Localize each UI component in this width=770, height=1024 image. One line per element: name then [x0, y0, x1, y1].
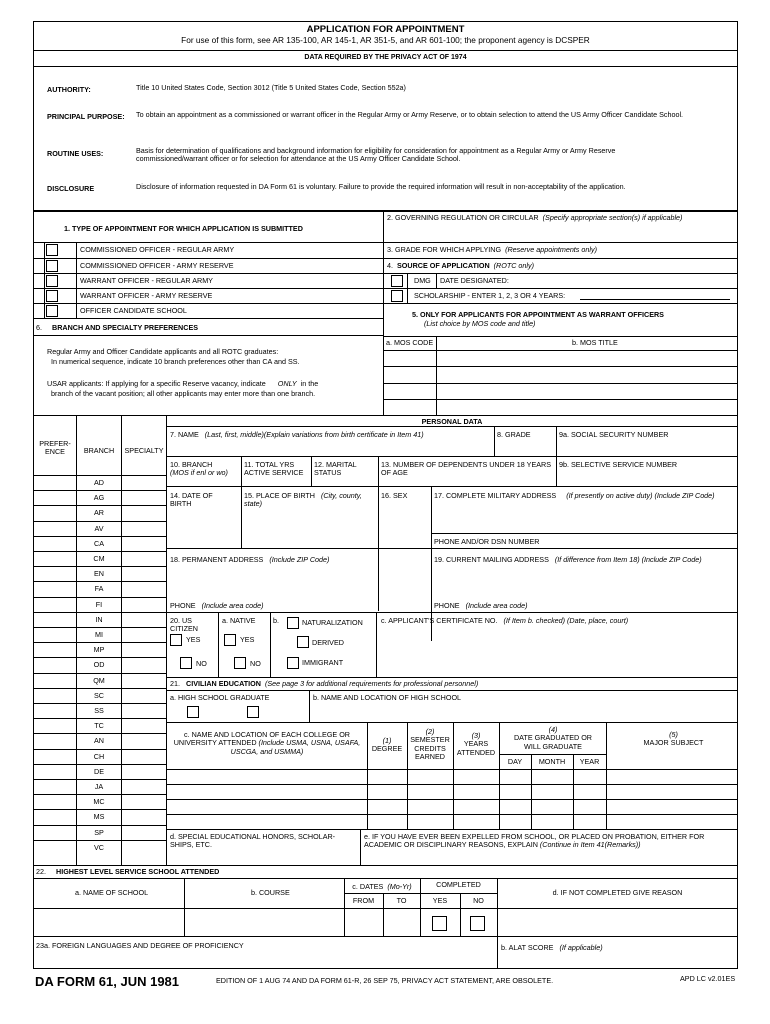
preference-cell[interactable] [34, 598, 75, 611]
certificate-label-text: c. APPLICANT'S CERTIFICATE NO. [381, 616, 498, 625]
college-header [172, 731, 362, 756]
years-num: (3) [471, 731, 481, 740]
years-text: YEARS ATTENDED [456, 739, 496, 757]
divider [166, 814, 738, 815]
preference-cell[interactable] [34, 704, 75, 717]
section2-label [387, 214, 682, 222]
service-school-num: 22. [36, 867, 46, 876]
graduated-num: (4) [548, 725, 558, 734]
divider [383, 303, 738, 304]
expelled-hint: (Continue in Item 41(Remarks)) [539, 840, 641, 850]
specialty-cell[interactable] [122, 795, 165, 808]
divider [166, 548, 738, 549]
specialty-header: SPECIALTY [124, 446, 164, 455]
military-address-hint: (If presently on active duty) (Include ZIP Code) [566, 491, 715, 500]
graduated-text: DATE GRADUATED OR WILL GRADUATE [513, 733, 592, 751]
section2-hint: (Specify appropriate section(s) if applicable) [542, 213, 683, 222]
divider [431, 533, 738, 534]
branch-code: CM [93, 554, 105, 563]
alat-hint: (If applicable) [559, 943, 603, 952]
total-years-label: 11. TOTAL YRS ACTIVE SERVICE [244, 460, 304, 478]
privacy-title: DATA REQUIRED BY THE PRIVACY ACT OF 1974 [304, 54, 467, 61]
specialty-cell[interactable] [122, 826, 165, 839]
section3-hint: (Reserve appointments only) [505, 245, 597, 254]
branch-code: SS [94, 706, 104, 715]
section6-instructions-4: branch of the vacant position; all other applicants may enter more than one branch. [51, 389, 316, 398]
branch-code: MI [95, 630, 103, 639]
section6-instructions-3 [47, 380, 318, 388]
branch-code: CH [93, 752, 105, 761]
derived-label: DERIVED [312, 638, 344, 647]
mos-title-header: b. MOS TITLE [572, 338, 618, 347]
certificate-label [381, 617, 628, 625]
permanent-address-text: 18. PERMANENT ADDRESS [170, 555, 264, 564]
yes-header: YES [432, 896, 448, 905]
course-header: b. COURSE [251, 888, 290, 897]
dmg-label: DMG [414, 276, 431, 285]
marital-label: 12. MARITAL STATUS [314, 460, 357, 478]
disclosure-text: Disclosure of information requested in DA Form 61 is voluntary. Failure to provide the required information will result in non-acceptability of the application. [136, 182, 626, 191]
divider [33, 50, 738, 51]
divider [166, 799, 738, 800]
divider [76, 242, 77, 318]
sex-label: 16. SEX [381, 491, 408, 500]
divider [383, 399, 738, 400]
specialty-cell[interactable] [122, 810, 165, 823]
college-hint: (Include USMA, USNA, USAFA, USCGA, and USMMA) [230, 738, 361, 756]
specialty-cell[interactable] [122, 704, 165, 717]
section6-instructions-1: Regular Army and Officer Candidate applicants and all ROTC graduates: [47, 347, 279, 356]
routine-label: ROUTINE USES: [47, 149, 104, 158]
dates-text: c. DATES [352, 882, 384, 891]
branch-hint: (MOS if enl or wo) [170, 468, 228, 478]
hs-no-checkbox[interactable] [247, 706, 259, 718]
honors-label: d. SPECIAL EDUCATIONAL HONORS, SCHOLAR-SHIPS, ETC. [170, 832, 336, 850]
specialty-cell[interactable] [122, 734, 165, 747]
divider [166, 486, 738, 487]
branch-code: OD [93, 660, 105, 669]
specialty-cell[interactable] [122, 567, 165, 580]
ssn-label: 9a. SOCIAL SECURITY NUMBER [559, 430, 669, 439]
specialty-cell[interactable] [122, 582, 165, 595]
immigrant-checkbox[interactable] [287, 657, 299, 669]
dates-header [344, 883, 420, 891]
completed-header: COMPLETED [436, 880, 481, 889]
permanent-address-hint: (Include ZIP Code) [269, 555, 330, 564]
divider [33, 936, 738, 937]
branch-code: FA [94, 584, 104, 593]
mailing-phone-hint: (Include area code) [465, 601, 528, 610]
divider [383, 366, 738, 367]
alat-label [501, 944, 603, 952]
divider [33, 242, 383, 243]
branch-code: AD [94, 478, 104, 487]
divider [497, 878, 498, 936]
native-no-checkbox[interactable] [234, 657, 246, 669]
appointment-option: COMMISSIONED OFFICER - ARMY RESERVE [80, 261, 234, 270]
divider [166, 677, 738, 678]
specialty-cell[interactable] [122, 643, 165, 656]
preference-cell[interactable] [34, 765, 75, 778]
form-number: DA FORM 61, JUN 1981 [35, 974, 180, 989]
permanent-phone-text: PHONE [170, 601, 196, 610]
branch-header: BRANCH [83, 446, 115, 455]
divider [241, 456, 242, 486]
divider [166, 456, 738, 457]
major-num: (5) [669, 730, 678, 739]
section6-inthe: in the [300, 379, 319, 388]
dob-label: 14. DATE OF BIRTH [170, 491, 213, 509]
name-label-text: 7. NAME [170, 430, 199, 439]
month-header: MONTH [538, 757, 566, 766]
section6-only: ONLY [277, 379, 297, 388]
warrant-regular-checkbox[interactable] [46, 275, 58, 287]
section6-num: 6. [36, 323, 42, 332]
from-header: FROM [352, 896, 375, 905]
branch-code: CA [94, 539, 104, 548]
section4-hint: (ROTC only) [493, 261, 534, 270]
preference-cell[interactable] [34, 567, 75, 580]
section3-label [387, 246, 597, 254]
divider [376, 612, 377, 677]
divider [166, 829, 738, 830]
naturalization-checkbox[interactable] [287, 617, 299, 629]
divider [241, 486, 242, 548]
form-subtitle: For use of this form, see AR 135-100, AR 145-1, AR 351-5, and AR 601-100; the proponent agency is DCSPER [181, 35, 590, 45]
citizen-label: 20. US CITIZEN [170, 616, 198, 634]
preference-cell[interactable] [34, 491, 75, 504]
divider [33, 335, 383, 336]
appointment-option: WARRANT OFFICER - ARMY RESERVE [80, 291, 213, 300]
pob-label-text: 15. PLACE OF BIRTH [244, 491, 315, 500]
version-note: APD LC v2.01ES [680, 974, 736, 983]
branch-code: MP [93, 645, 105, 654]
divider [270, 612, 271, 677]
citizen-yes-checkbox[interactable] [170, 634, 182, 646]
personal-data-title: PERSONAL DATA [421, 417, 483, 426]
specialty-cell[interactable] [122, 674, 165, 687]
civilian-hint: (See page 3 for additional requirements for professional personnel) [264, 679, 479, 688]
citizen-no-label: NO [196, 659, 207, 668]
phone-dsn-label: PHONE AND/OR DSN NUMBER [434, 537, 540, 546]
authority-text: Title 10 United States Code, Section 3012 (Title 5 United States Code, Section 552a) [136, 83, 406, 92]
branch-code: EN [94, 569, 104, 578]
branch-label-text: 10. BRANCH [170, 460, 213, 469]
expelled-label [364, 833, 734, 850]
divider [166, 415, 167, 865]
divider [166, 612, 738, 613]
branch-code: SC [94, 691, 104, 700]
mailing-phone-label [434, 602, 528, 610]
specialty-cell[interactable] [122, 841, 165, 854]
hs-name-label: b. NAME AND LOCATION OF HIGH SCHOOL [313, 693, 462, 702]
specialty-cell[interactable] [122, 552, 165, 565]
mailing-address-label [434, 556, 702, 564]
branch-code: AV [94, 524, 104, 533]
scholarship-checkbox[interactable] [391, 290, 403, 302]
scholarship-label: SCHOLARSHIP - ENTER 1, 2, 3 OR 4 YEARS: [414, 291, 566, 300]
branch-code: TC [94, 721, 104, 730]
purpose-text: To obtain an appointment as a commissioned or warrant officer in the Regular Army or Army Reserve, or to obtain selection to attend the US Army Officer Candidate School. [136, 110, 684, 119]
dmg-checkbox[interactable] [391, 275, 403, 287]
divider [378, 456, 379, 611]
years-header [453, 732, 499, 757]
edition-note: EDITION OF 1 AUG 74 AND DA FORM 61-R, 26 SEP 75, PRIVACY ACT STATEMENT, ARE OBSOLETE. [216, 976, 554, 985]
service-school-label [36, 868, 219, 876]
citizen-yes-label: YES [186, 635, 201, 644]
section-divider [33, 210, 738, 212]
section6-usar: USAR applicants: If applying for a specific Reserve vacancy, indicate [47, 379, 266, 388]
section4-num: 4. [387, 261, 393, 270]
preference-cell[interactable] [34, 841, 75, 854]
immigrant-label: IMMIGRANT [302, 658, 344, 667]
divider [407, 273, 408, 303]
section6-instructions-2: In numerical sequence, indicate 10 branch preferences other than CA and SS. [51, 357, 300, 366]
ocs-checkbox[interactable] [46, 305, 58, 317]
commissioned-regular-checkbox[interactable] [46, 244, 58, 256]
branch-code: IN [95, 615, 103, 624]
preference-cell[interactable] [34, 476, 75, 489]
military-address-label [434, 492, 715, 500]
section6-label [36, 324, 198, 332]
specialty-cell[interactable] [122, 750, 165, 763]
specialty-cell[interactable] [122, 491, 165, 504]
branch-code: AG [93, 493, 105, 502]
preference-cell[interactable] [34, 613, 75, 626]
branch-label [170, 461, 240, 478]
specialty-cell[interactable] [122, 628, 165, 641]
college-label-text: c. NAME AND LOCATION OF EACH COLLEGE OR UNIVERSITY ATTENDED [173, 730, 350, 748]
divider [436, 336, 437, 416]
preference-cell[interactable] [34, 674, 75, 687]
preference-cell[interactable] [34, 643, 75, 656]
name-label [170, 431, 424, 439]
degree-header [367, 737, 407, 754]
form-title: APPLICATION FOR APPOINTMENT [306, 24, 465, 35]
degree-num: (1) [382, 736, 392, 745]
b-label: b. [273, 616, 279, 625]
divider [344, 893, 497, 894]
permanent-phone-hint: (Include area code) [201, 601, 264, 610]
mailing-phone-text: PHONE [434, 601, 460, 610]
warrant-reserve-checkbox[interactable] [46, 290, 58, 302]
permanent-phone-label [170, 602, 264, 610]
date-designated-label: DATE DESIGNATED: [440, 276, 509, 285]
section5-label: 5. ONLY FOR APPLICANTS FOR APPOINTMENT AS WARRANT OFFICERS [412, 310, 664, 319]
selective-service-label: 9b. SELECTIVE SERVICE NUMBER [559, 460, 678, 469]
native-yes-label: YES [240, 635, 255, 644]
specialty-cell[interactable] [122, 719, 165, 732]
specialty-cell[interactable] [122, 689, 165, 702]
pob-label [244, 492, 379, 509]
authority-label: AUTHORITY: [47, 85, 91, 94]
no-header: NO [473, 896, 484, 905]
hs-yes-checkbox[interactable] [187, 706, 199, 718]
branch-code: AN [94, 736, 104, 745]
credits-header [407, 728, 453, 762]
divider [166, 690, 738, 691]
divider [33, 878, 738, 879]
commissioned-reserve-checkbox[interactable] [46, 260, 58, 272]
appointment-option: WARRANT OFFICER - REGULAR ARMY [80, 276, 213, 285]
preference-cell[interactable] [34, 826, 75, 839]
branch-code: VC [94, 843, 104, 852]
grade-label: 8. GRADE [497, 430, 531, 439]
specialty-cell[interactable] [122, 613, 165, 626]
divider [499, 754, 606, 755]
branch-code: FI [95, 600, 103, 609]
civilian-num: 21. [170, 679, 180, 688]
pob-hint: (City, county, state) [244, 491, 362, 509]
permanent-address-label [170, 556, 329, 564]
divider [383, 350, 738, 351]
native-label: a. NATIVE [222, 616, 256, 625]
preference-cell[interactable] [34, 506, 75, 519]
appointment-option: COMMISSIONED OFFICER - REGULAR ARMY [80, 245, 235, 254]
citizen-no-checkbox[interactable] [180, 657, 192, 669]
divider [184, 878, 185, 936]
alat-text: b. ALAT SCORE [501, 943, 554, 952]
divider [383, 242, 738, 243]
mos-code-header: a. MOS CODE [386, 338, 434, 347]
appointment-option: OFFICER CANDIDATE SCHOOL [80, 306, 187, 315]
preference-cell[interactable] [34, 734, 75, 747]
specialty-cell[interactable] [122, 506, 165, 519]
section4-label [387, 262, 534, 270]
major-header [626, 731, 721, 748]
divider [218, 612, 219, 677]
year-header: YEAR [579, 757, 600, 766]
preference-cell[interactable] [34, 552, 75, 565]
divider [33, 865, 738, 866]
preference-header: PREFER-ENCE [39, 439, 71, 457]
native-no-label: NO [250, 659, 261, 668]
divider [33, 303, 383, 304]
divider [309, 690, 310, 722]
section6-label-text: BRANCH AND SPECIALTY PREFERENCES [52, 323, 199, 332]
graduated-header [507, 726, 599, 751]
preference-cell[interactable] [34, 582, 75, 595]
certificate-hint: (If Item b. checked) (Date, place, court) [503, 616, 629, 625]
divider [33, 318, 383, 319]
school-name-header: a. NAME OF SCHOOL [75, 888, 149, 897]
credits-num: (2) [425, 727, 435, 736]
military-address-text: 17. COMPLETE MILITARY ADDRESS [434, 491, 557, 500]
branch-code: JA [94, 782, 104, 791]
specialty-cell[interactable] [122, 522, 165, 535]
derived-checkbox[interactable] [297, 636, 309, 648]
specialty-cell[interactable] [122, 537, 165, 550]
disclosure-label: DISCLOSURE [47, 184, 95, 193]
languages-label: 23a. FOREIGN LANGUAGES AND DEGREE OF PROFICIENCY [36, 941, 244, 950]
preference-cell[interactable] [34, 537, 75, 550]
preference-cell[interactable] [34, 628, 75, 641]
branch-code: SP [94, 828, 104, 837]
branch-code: MS [93, 812, 105, 821]
divider [33, 273, 383, 274]
service-school-text: HIGHEST LEVEL SERVICE SCHOOL ATTENDED [56, 867, 220, 876]
mailing-address-text: 19. CURRENT MAILING ADDRESS [434, 555, 549, 564]
divider [383, 258, 738, 259]
branch-code: MC [93, 797, 105, 806]
specialty-cell[interactable] [122, 780, 165, 793]
civilian-education-label [170, 680, 478, 688]
preference-cell[interactable] [34, 658, 75, 671]
scholarship-line [580, 299, 730, 300]
dates-hint: (Mo-Yr) [387, 882, 412, 891]
hs-graduate-label: a. HIGH SCHOOL GRADUATE [170, 693, 270, 702]
preference-cell[interactable] [34, 719, 75, 732]
divider [166, 722, 738, 723]
specialty-cell[interactable] [122, 658, 165, 671]
section1-title: 1. TYPE OF APPOINTMENT FOR WHICH APPLICATION IS SUBMITTED [64, 224, 303, 233]
branch-code: DE [94, 767, 104, 776]
section4-label-text: SOURCE OF APPLICATION [397, 261, 490, 270]
major-text: MAJOR SUBJECT [643, 738, 704, 748]
divider [166, 784, 738, 785]
branch-code: QM [93, 676, 105, 685]
to-header: TO [396, 896, 407, 905]
credits-text: SEMESTER CREDITS EARNED [410, 735, 450, 762]
divider [311, 456, 312, 486]
not-completed-header: d. IF NOT COMPLETED GIVE REASON [552, 888, 683, 897]
day-header: DAY [507, 757, 523, 766]
name-hint: (Last, first, middle)(Explain variations from birth certificate in Item 41) [204, 430, 424, 439]
divider [360, 829, 361, 865]
civilian-label-text: CIVILIAN EDUCATION [186, 679, 261, 688]
expelled-text: e. IF YOU HAVE EVER BEEN EXPELLED FROM SCHOOL, OR PLACED ON PROBATION, EITHER FOR ACADEMIC OR DISCIPLINARY REASONS, EXPLAIN [364, 832, 705, 850]
degree-text: DEGREE [371, 744, 403, 754]
mailing-address-hint: (If difference from Item 18) (Include ZIP Code) [554, 555, 702, 564]
divider [33, 66, 738, 67]
divider [497, 936, 498, 969]
completed-no-checkbox[interactable] [470, 916, 485, 931]
divider [33, 415, 738, 416]
specialty-cell[interactable] [122, 765, 165, 778]
purpose-label: PRINCIPAL PURPOSE: [47, 112, 125, 121]
specialty-cell[interactable] [122, 476, 165, 489]
preference-cell[interactable] [34, 780, 75, 793]
specialty-cell[interactable] [122, 598, 165, 611]
divider [383, 288, 738, 289]
native-yes-checkbox[interactable] [224, 634, 236, 646]
divider [436, 273, 437, 288]
routine-text: Basis for determination of qualifications and background information for eligibility for consideration for appointment as a Regular Army or Army Reserve commissioned/warrant officer or for selection for attendance at the US Army Officer Candidate School. [136, 146, 616, 164]
preference-cell[interactable] [34, 795, 75, 808]
preference-cell[interactable] [34, 689, 75, 702]
divider [166, 769, 738, 770]
dependents-label: 13. NUMBER OF DEPENDENTS UNDER 18 YEARS OF AGE [381, 460, 552, 478]
preference-cell[interactable] [34, 750, 75, 763]
branch-code: AR [94, 508, 104, 517]
divider [44, 242, 45, 318]
divider [494, 426, 495, 456]
naturalization-label: NATURALIZATION [302, 618, 363, 627]
section2-label-text: 2. GOVERNING REGULATION OR CIRCULAR [387, 213, 539, 222]
preference-cell[interactable] [34, 522, 75, 535]
preference-cell[interactable] [34, 810, 75, 823]
divider [33, 288, 383, 289]
divider [33, 908, 738, 909]
completed-yes-checkbox[interactable] [432, 916, 447, 931]
divider [383, 383, 738, 384]
section3-label-text: 3. GRADE FOR WHICH APPLYING [387, 245, 502, 254]
divider [33, 258, 383, 259]
section5-hint: (List choice by MOS code and title) [424, 319, 536, 328]
